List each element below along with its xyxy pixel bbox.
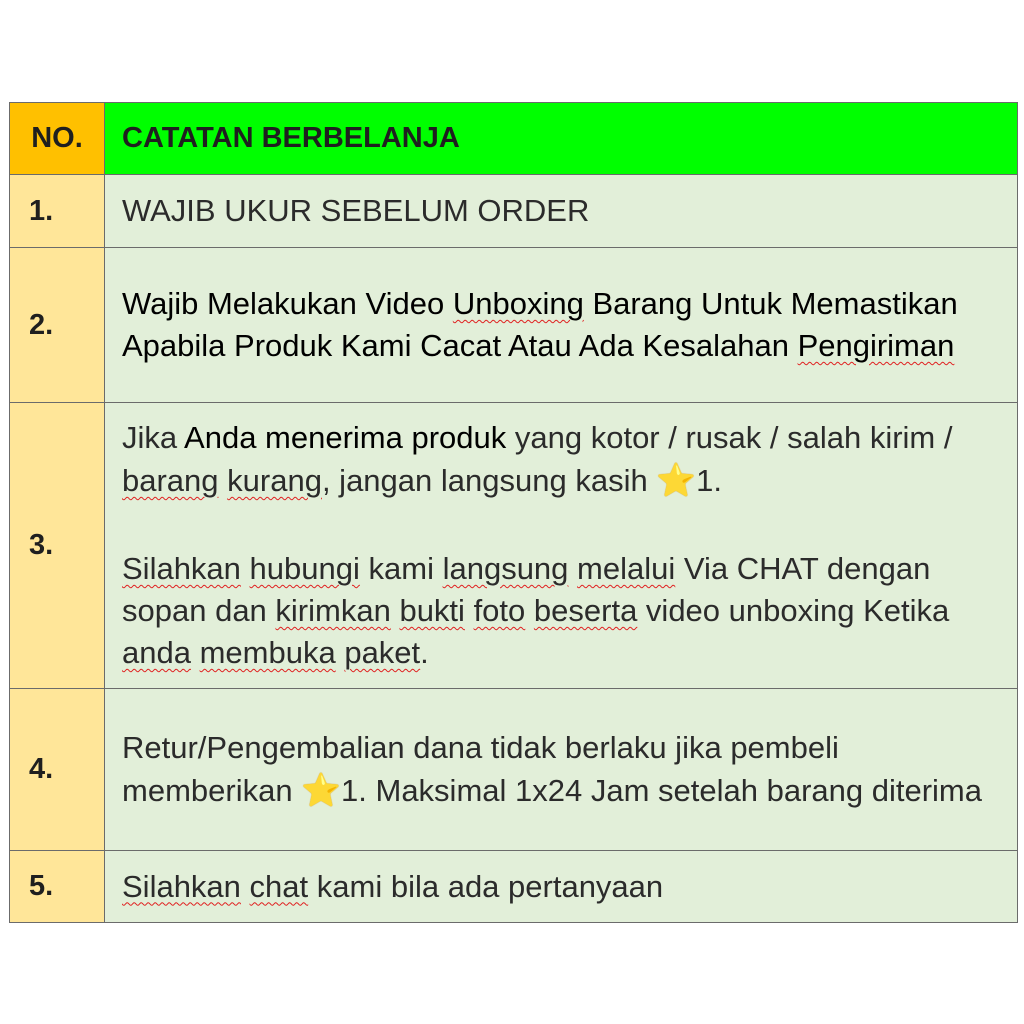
- note-text: Wajib Melakukan Video: [122, 286, 453, 321]
- header-no-cell: NO.: [10, 103, 105, 175]
- spellcheck-word: kirimkan: [275, 593, 391, 628]
- spellcheck-word: chat: [249, 868, 309, 904]
- note-text: kami: [359, 551, 443, 586]
- spellcheck-word: melalui: [577, 551, 676, 586]
- row-note: [105, 851, 1018, 923]
- star-icon: ⭐: [656, 461, 697, 499]
- note-text: kami bila ada pertanyaan: [308, 868, 664, 904]
- spellcheck-word: Silahkan: [122, 551, 241, 586]
- note-text: 1.: [696, 463, 723, 498]
- note-text: Via CHAT dengan sopan dan: [122, 551, 931, 628]
- row-number: 5.: [10, 851, 105, 923]
- note-text: Jika: [122, 420, 185, 455]
- shopping-notes-table: [9, 102, 1018, 923]
- note-text: [219, 463, 228, 498]
- spellcheck-word: Unboxing: [452, 286, 584, 321]
- table-row: [10, 851, 1018, 923]
- note-paragraph: [122, 417, 1003, 502]
- table-row: [10, 403, 1018, 689]
- spellcheck-word: bukti: [399, 593, 465, 628]
- spellcheck-word: paket: [344, 635, 421, 670]
- table-row: [10, 175, 1018, 248]
- spellcheck-word: beserta: [533, 593, 638, 628]
- note-text: .: [420, 635, 429, 670]
- row-number: 1.: [10, 175, 105, 248]
- note-text: [568, 551, 577, 586]
- spellcheck-word: anda: [122, 635, 191, 670]
- row-note: [105, 403, 1018, 689]
- note-text: 1. Maksimal 1x24 Jam setelah barang diterima: [341, 773, 982, 808]
- note-text: video unboxing Ketika: [637, 593, 950, 628]
- spellcheck-word: Silahkan: [122, 868, 241, 904]
- paragraph-gap: [122, 502, 1003, 548]
- row-note: WAJIB UKUR SEBELUM ORDER: [105, 175, 1018, 248]
- spellcheck-word: langsung: [442, 551, 569, 586]
- note-paragraph: [122, 548, 1003, 674]
- row-number: 2.: [10, 248, 105, 403]
- note-text: yang kotor / rusak / salah kirim /: [506, 420, 953, 455]
- spellcheck-word: barang: [122, 463, 219, 498]
- note-text: [191, 635, 200, 670]
- row-note: [105, 248, 1018, 403]
- spellcheck-word: hubungi: [249, 551, 360, 586]
- note-text: Barang Untuk Memastikan Apabila Produk Kami Cacat Atau Ada Kesalahan: [122, 286, 958, 363]
- spellcheck-word: kurang: [227, 463, 322, 498]
- spellcheck-word: foto: [473, 593, 526, 628]
- note-text: [525, 593, 534, 628]
- row-number: 4.: [10, 689, 105, 851]
- table-header-row: [10, 103, 1018, 175]
- header-title-cell: CATATAN BERBELANJA: [105, 103, 1018, 175]
- note-text: , jangan langsung kasih: [321, 463, 657, 498]
- row-note: [105, 689, 1018, 851]
- table-row: [10, 248, 1018, 403]
- star-icon: ⭐: [301, 771, 342, 809]
- note-text: Anda menerima produk: [184, 420, 507, 455]
- note-text: Retur/Pengembalian dana tidak berlaku jika pembeli memberikan: [122, 730, 839, 808]
- spellcheck-word: membuka: [199, 635, 336, 670]
- note-text: [241, 551, 250, 586]
- row-number: 3.: [10, 403, 105, 689]
- note-text: [465, 593, 474, 628]
- spellcheck-word: Pengiriman: [797, 328, 955, 363]
- note-text: [241, 869, 250, 904]
- table-row: [10, 689, 1018, 851]
